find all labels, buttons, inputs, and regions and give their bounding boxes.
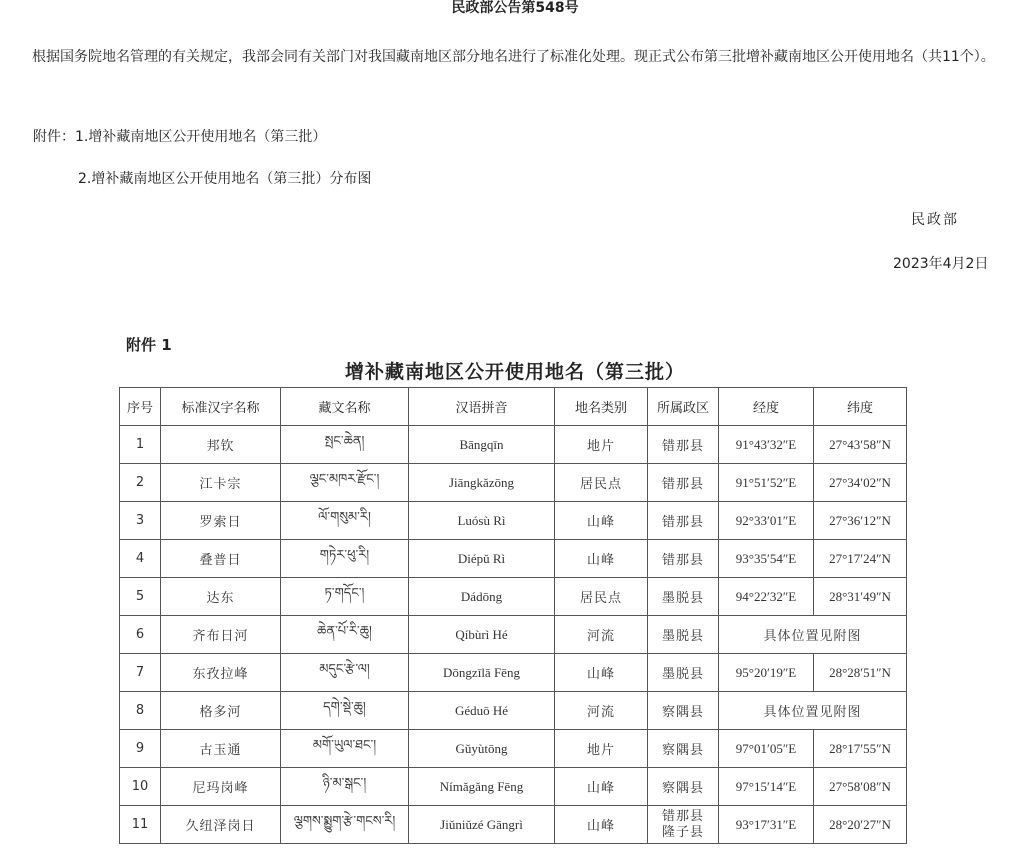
cell-pinyin: Dádōng <box>409 578 555 616</box>
cell-longitude: 91°43′32″E <box>719 426 814 464</box>
table-row <box>120 578 907 616</box>
table-row <box>120 426 907 464</box>
cell-chinese-name: 叠普日 <box>161 540 281 578</box>
cell-latitude: 27°34′02″N <box>814 464 907 502</box>
table-row <box>120 540 907 578</box>
cell-chinese-name: 邦钦 <box>161 426 281 464</box>
cell-longitude: 93°17′31″E <box>719 806 814 844</box>
cell-category: 地片 <box>555 426 648 464</box>
table-row <box>120 654 907 692</box>
county-name: 错那县 <box>661 553 704 568</box>
column-header: 经度 <box>719 388 814 426</box>
column-header: 藏文名称 <box>281 388 409 426</box>
cell-longitude: 92°33′01″E <box>719 502 814 540</box>
cell-longitude: 94°22′32″E <box>719 578 814 616</box>
cell-chinese-name: 东孜拉峰 <box>161 654 281 692</box>
cell-category: 河流 <box>555 616 648 654</box>
cell-county <box>648 692 719 730</box>
cell-longitude: 95°20′19″E <box>719 654 814 692</box>
county-name: 错那县 <box>661 808 704 824</box>
cell-number: 7 <box>120 654 161 692</box>
cell-number: 8 <box>120 692 161 730</box>
cell-latitude: 28°28′51″N <box>814 654 907 692</box>
cell-pinyin: Jiāngkǎzōng <box>409 464 555 502</box>
cell-latitude: 28°31′49″N <box>814 578 907 616</box>
cell-tibetan-name: གཏེར་ཕུ་རི། <box>281 540 409 578</box>
cell-category: 地片 <box>555 730 648 768</box>
cell-tibetan-name: ཏ་གདོང་། <box>281 578 409 616</box>
cell-longitude: 97°15′14″E <box>719 768 814 806</box>
cell-tibetan-name: ཉི་མ་སྒང་། <box>281 768 409 806</box>
cell-category: 居民点 <box>555 464 648 502</box>
cell-latitude: 27°58′08″N <box>814 768 907 806</box>
cell-chinese-name: 久纽泽岗日 <box>161 806 281 844</box>
cell-category: 山峰 <box>555 768 648 806</box>
county-name: 墨脱县 <box>661 667 704 682</box>
cell-category: 山峰 <box>555 540 648 578</box>
table-row <box>120 730 907 768</box>
cell-chinese-name: 尼玛岗峰 <box>161 768 281 806</box>
county-name: 察隅县 <box>661 705 704 720</box>
cell-pinyin: Dōngzīlā Fēng <box>409 654 555 692</box>
cell-pinyin: Luósù Rì <box>409 502 555 540</box>
cell-longitude: 97°01′05″E <box>719 730 814 768</box>
cell-location-note: 具体位置见附图 <box>719 616 907 654</box>
attachment-line-1: 附件：1.增补藏南地区公开使用地名（第三批） <box>33 129 327 145</box>
county-name: 隆子县 <box>661 824 704 840</box>
attachment-line-2: 2.增补藏南地区公开使用地名（第三批）分布图 <box>78 171 372 187</box>
cell-category: 山峰 <box>555 806 648 844</box>
cell-category: 山峰 <box>555 502 648 540</box>
cell-county <box>648 426 719 464</box>
cell-pinyin: Diépǔ Rì <box>409 540 555 578</box>
cell-number: 6 <box>120 616 161 654</box>
cell-number: 10 <box>120 768 161 806</box>
column-header: 所属政区 <box>648 388 719 426</box>
cell-county <box>648 502 719 540</box>
county-name: 错那县 <box>661 477 704 492</box>
cell-tibetan-name: མདུང་རྩེ་ལ། <box>281 654 409 692</box>
county-name: 错那县 <box>661 439 704 454</box>
announcement-title: 民政部公告第548号 <box>451 0 579 16</box>
table-row <box>120 768 907 806</box>
cell-county <box>648 806 719 844</box>
cell-chinese-name: 江卡宗 <box>161 464 281 502</box>
column-header: 标准汉字名称 <box>161 388 281 426</box>
cell-latitude: 27°17′24″N <box>814 540 907 578</box>
cell-county <box>648 616 719 654</box>
cell-chinese-name: 达东 <box>161 578 281 616</box>
table-row <box>120 806 907 844</box>
cell-tibetan-name: སྤང་ཆེན། <box>281 426 409 464</box>
cell-pinyin: Géduō Hé <box>409 692 555 730</box>
cell-latitude: 27°43′58″N <box>814 426 907 464</box>
table-header-row <box>120 388 907 426</box>
cell-chinese-name: 齐布日河 <box>161 616 281 654</box>
cell-number: 11 <box>120 806 161 844</box>
county-name: 墨脱县 <box>661 591 704 606</box>
cell-longitude: 91°51′52″E <box>719 464 814 502</box>
cell-number: 3 <box>120 502 161 540</box>
cell-pinyin: Jiǔniǔzé Gāngrì <box>409 806 555 844</box>
cell-pinyin: Qíbùrì Hé <box>409 616 555 654</box>
cell-county <box>648 768 719 806</box>
table-body <box>120 426 907 844</box>
cell-county <box>648 578 719 616</box>
county-name: 察隅县 <box>661 781 704 796</box>
cell-county <box>648 730 719 768</box>
cell-category: 山峰 <box>555 654 648 692</box>
cell-pinyin: Gǔyùtōng <box>409 730 555 768</box>
table-row <box>120 464 907 502</box>
cell-county <box>648 540 719 578</box>
cell-tibetan-name: ལྕང་མཁར་རྫོང་། <box>281 464 409 502</box>
county-name: 察隅县 <box>661 743 704 758</box>
announcement-body: 根据国务院地名管理的有关规定，我部会同有关部门对我国藏南地区部分地名进行了标准化处理。现正式公布第三批增补藏南地区公开使用地名（共11个）。 <box>32 49 995 65</box>
cell-location-note: 具体位置见附图 <box>719 692 907 730</box>
cell-number: 9 <box>120 730 161 768</box>
cell-chinese-name: 格多河 <box>161 692 281 730</box>
cell-tibetan-name: ཆེན་པོ་རི་ཆུ། <box>281 616 409 654</box>
column-header: 纬度 <box>814 388 907 426</box>
cell-tibetan-name: ལོ་གསུམ་རི། <box>281 502 409 540</box>
cell-number: 2 <box>120 464 161 502</box>
attachment-label: 附件 1 <box>126 336 172 354</box>
column-header: 汉语拼音 <box>409 388 555 426</box>
cell-latitude: 28°20′27″N <box>814 806 907 844</box>
signature: 民政部 <box>911 212 959 228</box>
county-name: 错那县 <box>661 515 704 530</box>
cell-category: 居民点 <box>555 578 648 616</box>
cell-pinyin: Nímǎgǎng Fēng <box>409 768 555 806</box>
cell-tibetan-name: དགེ་སྡེ་ཆུ། <box>281 692 409 730</box>
table-row <box>120 502 907 540</box>
cell-chinese-name: 古玉通 <box>161 730 281 768</box>
table-row <box>120 616 907 654</box>
cell-number: 1 <box>120 426 161 464</box>
cell-category: 河流 <box>555 692 648 730</box>
table-row <box>120 692 907 730</box>
cell-tibetan-name: མགོ་ཡུལ་ཐང་། <box>281 730 409 768</box>
county-name: 墨脱县 <box>661 629 704 644</box>
column-header: 序号 <box>120 388 161 426</box>
issue-date: 2023年4月2日 <box>893 256 989 272</box>
cell-number: 5 <box>120 578 161 616</box>
cell-number: 4 <box>120 540 161 578</box>
cell-tibetan-name: ལྕགས་སྨྱུག་རྩེ་གངས་རི། <box>281 806 409 844</box>
cell-county <box>648 654 719 692</box>
cell-latitude: 28°17′55″N <box>814 730 907 768</box>
cell-county <box>648 464 719 502</box>
place-names-table <box>119 387 907 844</box>
table-title: 增补藏南地区公开使用地名（第三批） <box>344 361 685 383</box>
column-header: 地名类别 <box>555 388 648 426</box>
cell-pinyin: Bāngqīn <box>409 426 555 464</box>
cell-latitude: 27°36′12″N <box>814 502 907 540</box>
cell-longitude: 93°35′54″E <box>719 540 814 578</box>
cell-chinese-name: 罗索日 <box>161 502 281 540</box>
